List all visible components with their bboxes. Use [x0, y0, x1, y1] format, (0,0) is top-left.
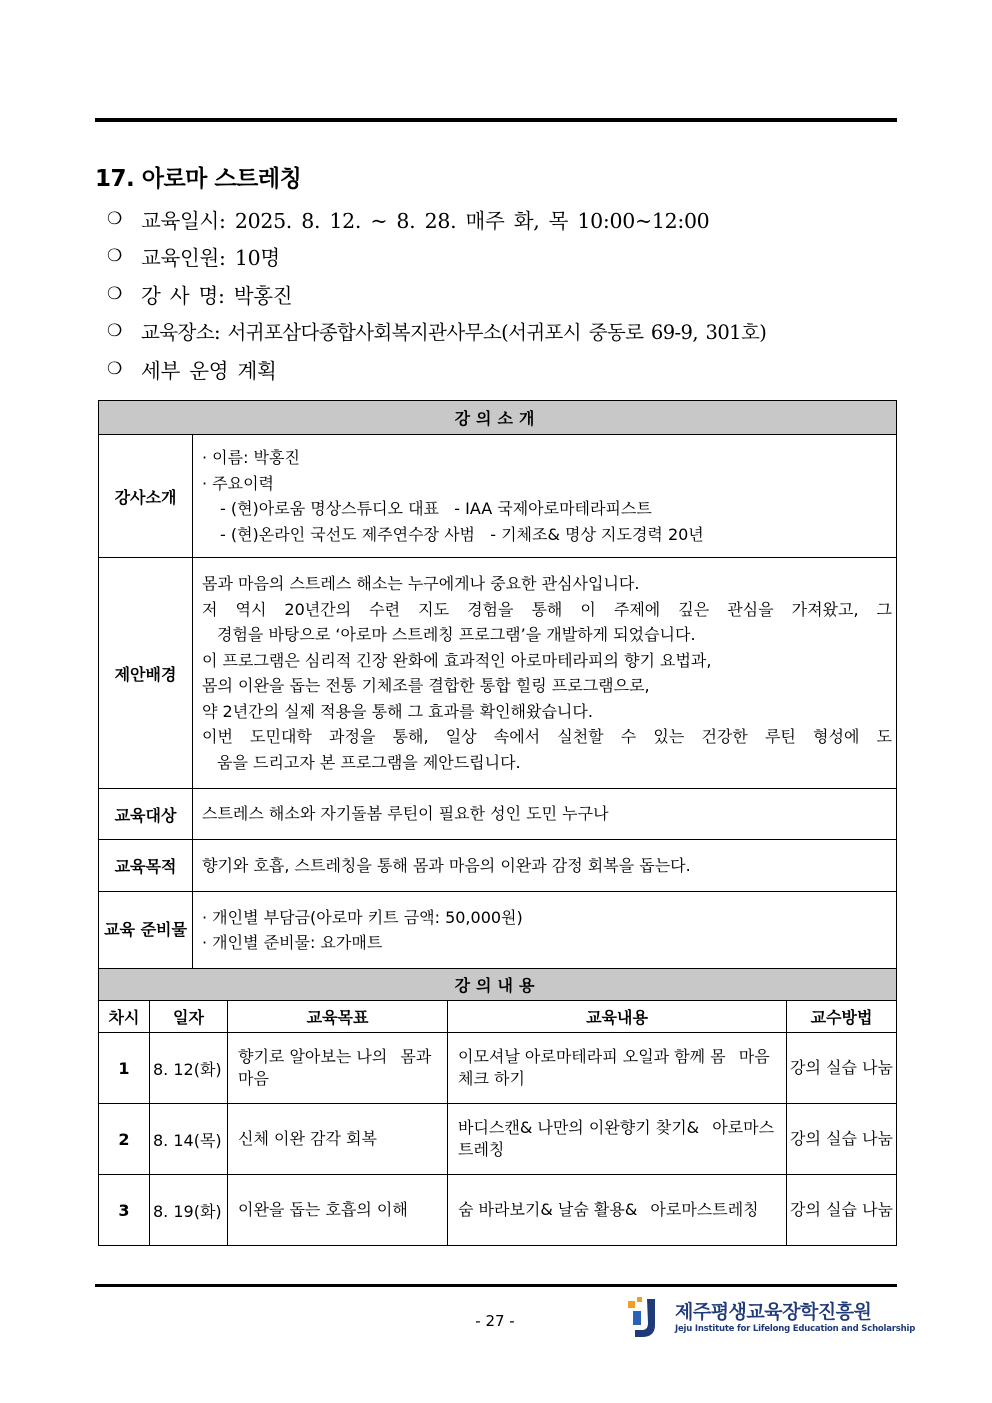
materials-label-line: 준비물	[140, 920, 187, 939]
background-line: 저 역시 20년간의 수련 지도 경험을 통해 이 주제에 깊은 관심을 가져왔고, 그	[202, 599, 893, 619]
method-line: 실습	[826, 1129, 857, 1148]
method-line: 강의	[790, 1129, 821, 1148]
bullet-mark: ❍	[107, 246, 123, 267]
instructor-line: - (현)온라인 국선도 제주연수장 사범 - 기체조& 명상 지도경력 20년	[220, 524, 704, 544]
goal-line: 신체 이완 감각 회복	[238, 1129, 377, 1148]
bullet-text: 세부 운영 계획	[141, 358, 277, 383]
goal-line: 향기로 알아보는 나의	[238, 1047, 388, 1066]
content-line: 바디스캔& 나만의 이완향기 찾기&	[458, 1118, 700, 1137]
method-line: 강의	[790, 1200, 821, 1219]
session-method	[787, 1175, 897, 1246]
bullet-mark: ❍	[107, 208, 123, 229]
org-name: 제주평생교육장학진흥원	[675, 1301, 872, 1323]
bullet-text: 교육일시: 2025. 8. 12. ~ 8. 28. 매주 화, 목 10:00~12:00	[141, 208, 710, 233]
session-date: 8. 14(목)	[150, 1104, 228, 1175]
col-date: 일자	[150, 1001, 228, 1033]
instructor-label: 강사소개	[99, 435, 193, 558]
session-number: 1	[99, 1033, 150, 1104]
plan-table	[98, 400, 897, 1246]
content-header: 강의내용	[99, 969, 897, 1001]
session-goal	[228, 1104, 448, 1175]
instructor-line: · 이름: 박홍진	[202, 448, 300, 467]
materials-content	[193, 892, 897, 969]
org-name-en: Jeju Institute for Lifelong Education and Scholarship	[675, 1324, 916, 1334]
content-line: 이모셔날 아로마테라피 오일과 함께 몸	[458, 1047, 726, 1066]
bullet-item	[107, 200, 766, 238]
bullet-item	[107, 313, 766, 351]
table-row	[99, 1033, 897, 1104]
content-line: 아로마스트레칭	[650, 1200, 759, 1219]
bullet-item	[107, 275, 766, 313]
table-row	[99, 1104, 897, 1175]
method-line: 강의	[790, 1058, 821, 1077]
org-logo-icon	[625, 1295, 665, 1341]
purpose-label: 교육목적	[99, 840, 193, 892]
method-line: 나눔	[862, 1200, 893, 1219]
instructor-line: - (현)아로움 명상스튜디오 대표 - IAA 국제아로마테라피스트	[220, 499, 652, 518]
purpose-content: 향기와 호흡, 스트레칭을 통해 몸과 마음의 이완과 감정 회복을 돕는다.	[193, 840, 897, 892]
background-line: 이번 도민대학 과정을 통해, 일상 속에서 실천할 수 있는 건강한 루틴 형성에 도	[202, 727, 893, 746]
background-line: 이 프로그램은 심리적 긴장 완화에 효과적인 아로마테라피의 향기 요법과,	[202, 650, 712, 670]
page-number: - 27 -	[475, 1312, 515, 1330]
bullet-list	[107, 200, 766, 388]
top-rule	[95, 118, 897, 122]
session-method	[787, 1104, 897, 1175]
materials-line: · 개인별 준비물: 요가매트	[202, 933, 383, 952]
background-line: 경험을 바탕으로 ‘아로마 스트레칭 프로그램’을 개발하게 되었습니다.	[217, 625, 696, 644]
section-title: 17. 아로마 스트레칭	[95, 166, 302, 192]
bullet-item	[107, 350, 766, 388]
session-content	[448, 1104, 787, 1175]
content-line: 아로마스트레칭	[458, 1118, 775, 1159]
session-number: 3	[99, 1175, 150, 1246]
session-number: 2	[99, 1104, 150, 1175]
bullet-text: 강 사 명: 박홍진	[141, 283, 293, 308]
bullet-mark: ❍	[107, 358, 123, 379]
intro-header: 강의소개	[99, 401, 897, 435]
session-date: 8. 19(화)	[150, 1175, 228, 1246]
background-line: 움을 드리고자 본 프로그램을 제안드립니다.	[217, 752, 521, 772]
instructor-content	[193, 435, 897, 558]
org-logo	[625, 1295, 916, 1341]
bullet-text: 교육인원: 10명	[141, 246, 280, 271]
method-line: 실습	[826, 1200, 857, 1219]
bullet-mark: ❍	[107, 283, 123, 304]
bullet-text: 교육장소: 서귀포삼다종합사회복지관사무소(서귀포시 중동로 69-9, 301호)	[141, 321, 767, 345]
materials-label-line: 교육	[104, 920, 135, 939]
col-content: 교육내용	[448, 1001, 787, 1033]
materials-line: · 개인별 부담금(아로마 키트 금액: 50,000원)	[202, 907, 523, 927]
col-goal: 교육목표	[228, 1001, 448, 1033]
col-session: 차시	[99, 1001, 150, 1033]
session-date: 8. 12(화)	[150, 1033, 228, 1104]
bullet-mark: ❍	[107, 321, 123, 342]
target-label: 교육대상	[99, 789, 193, 840]
bullet-item	[107, 238, 766, 276]
background-content	[193, 558, 897, 789]
bottom-rule	[95, 1284, 897, 1287]
session-content	[448, 1033, 787, 1104]
table-row	[99, 1175, 897, 1246]
background-label: 제안배경	[99, 558, 193, 789]
instructor-line: · 주요이력	[202, 473, 274, 493]
session-method	[787, 1033, 897, 1104]
method-line: 나눔	[862, 1058, 893, 1077]
background-line: 몸의 이완을 돕는 전통 기체조를 결합한 통합 힐링 프로그램으로,	[202, 676, 650, 695]
content-line: 마음 체크 하기	[458, 1047, 770, 1088]
goal-line: 몸과 마음	[238, 1047, 432, 1088]
col-method: 교수방법	[787, 1001, 897, 1033]
method-line: 실습	[826, 1058, 857, 1077]
method-line: 나눔	[862, 1129, 893, 1148]
content-line: 숨 바라보기& 날숨 활용&	[458, 1200, 638, 1219]
session-goal	[228, 1175, 448, 1246]
session-content	[448, 1175, 787, 1246]
background-line: 약 2년간의 실제 적용을 통해 그 효과를 확인해왔습니다.	[202, 701, 593, 721]
session-goal	[228, 1033, 448, 1104]
goal-line: 이완을 돕는 호흡의 이해	[238, 1200, 408, 1219]
target-content: 스트레스 해소와 자기돌봄 루틴이 필요한 성인 도민 누구나	[193, 789, 897, 840]
background-line: 몸과 마음의 스트레스 해소는 누구에게나 중요한 관심사입니다.	[202, 574, 640, 593]
materials-label	[99, 892, 193, 969]
